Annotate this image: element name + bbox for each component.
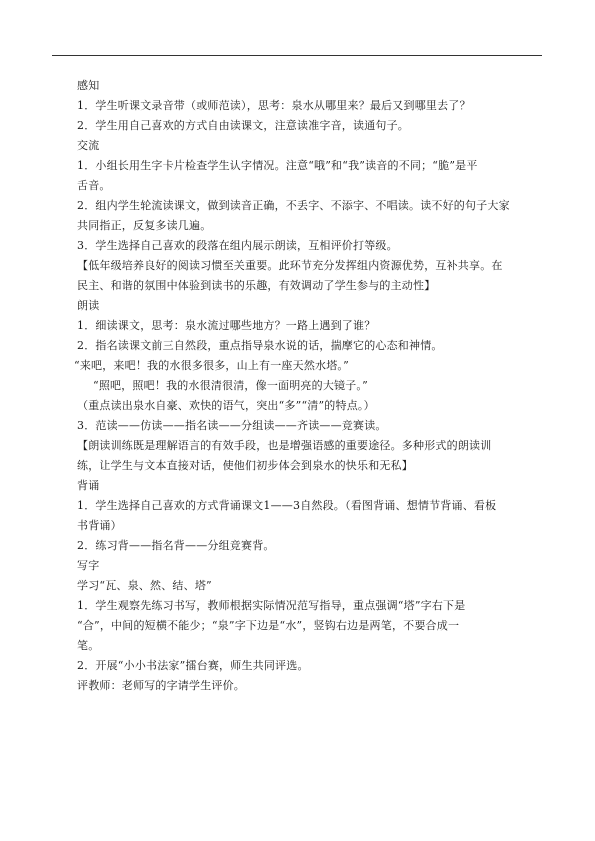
text-line: 1．小组长用生字卡片检查学生认字情况。注意“哦”和“我”读音的不同；“脆”是平 bbox=[77, 159, 478, 172]
text-line: 共同指正，反复多读几遍。 bbox=[77, 219, 212, 232]
section-heading-recite: 背诵 bbox=[77, 479, 100, 492]
section-heading-exchange: 交流 bbox=[77, 139, 100, 152]
text-line: 书背诵） bbox=[77, 519, 122, 532]
header-rule bbox=[52, 55, 542, 56]
text-line: 2．开展“小小书法家”擂台赛，师生共同评选。 bbox=[77, 659, 309, 672]
text-line: 3．范读——仿读——指名读——分组读——齐读——竞赛读。 bbox=[77, 419, 387, 432]
section-heading-writing: 写字 bbox=[77, 559, 100, 572]
text-line: （重点读出泉水自豪、欢快的语气，突出“多”“清”的特点。） bbox=[77, 399, 375, 412]
text-line: “合”，中间的短横不能少；“泉”字下边是“水”，竖钩右边是两笔，不要合成一 bbox=[77, 619, 460, 632]
text-line: 2．组内学生轮流读课文，做到读音正确，不丢字、不添字、不唱读。读不好的句子大家 bbox=[77, 199, 510, 212]
text-line: 学习“瓦、泉、然、结、塔” bbox=[77, 579, 212, 592]
commentary-line: 练，让学生与文本直接对话，使他们初步体会到泉水的快乐和无私】 bbox=[77, 459, 413, 472]
text-line: 评教师：老师写的字请学生评价。 bbox=[77, 679, 245, 692]
commentary-line: 【朗读训练既是理解语言的有效手段，也是增强语感的重要途径。多种形式的朗读训 bbox=[77, 439, 492, 452]
text-line: 1．学生观察先练习书写，教师根据实际情况范写指导，重点强调“塔”字右下是 bbox=[77, 599, 466, 612]
text-line: 舌音。 bbox=[77, 179, 111, 192]
document-body bbox=[74, 76, 517, 696]
section-heading-perceive: 感知 bbox=[77, 79, 100, 92]
text-line: 1．学生选择自己喜欢的方式背诵课文1——3自然段。（看图背诵、想情节背诵、看板 bbox=[77, 499, 497, 512]
commentary-line: 【低年级培养良好的阅读习惯至关重要。此环节充分发挥组内资源优势，互补共享。在 bbox=[77, 259, 503, 272]
text-line: 2．指名读课文前三自然段，重点指导泉水说的话，揣摩它的心态和神情。 bbox=[77, 339, 443, 352]
commentary-line: 民主、和谐的氛围中体验到读书的乐趣，有效调动了学生参与的主动性】 bbox=[77, 279, 436, 292]
section-heading-read-aloud: 朗读 bbox=[77, 299, 100, 312]
quote-line: “来吧，来吧！我的水很多很多，山上有一座天然水塔。” bbox=[74, 359, 349, 372]
text-line: 2．学生用自己喜欢的方式自由读课文，注意读准字音，读通句子。 bbox=[77, 119, 409, 132]
text-line: 1．学生听课文录音带（或师范读），思考：泉水从哪里来？最后又到哪里去了？ bbox=[77, 99, 471, 112]
text-line: 2．练习背——指名背——分组竞赛背。 bbox=[77, 539, 275, 552]
text-line: 3．学生选择自己喜欢的段落在组内展示朗读，互相评价打等级。 bbox=[77, 239, 398, 252]
quote-line: “照吧，照吧！我的水很清很清，像一面明亮的大镜子。” bbox=[93, 379, 368, 392]
text-line: 1．细读课文，思考：泉水流过哪些地方？一路上遇到了谁？ bbox=[77, 319, 376, 332]
text-line: 笔。 bbox=[77, 639, 100, 652]
